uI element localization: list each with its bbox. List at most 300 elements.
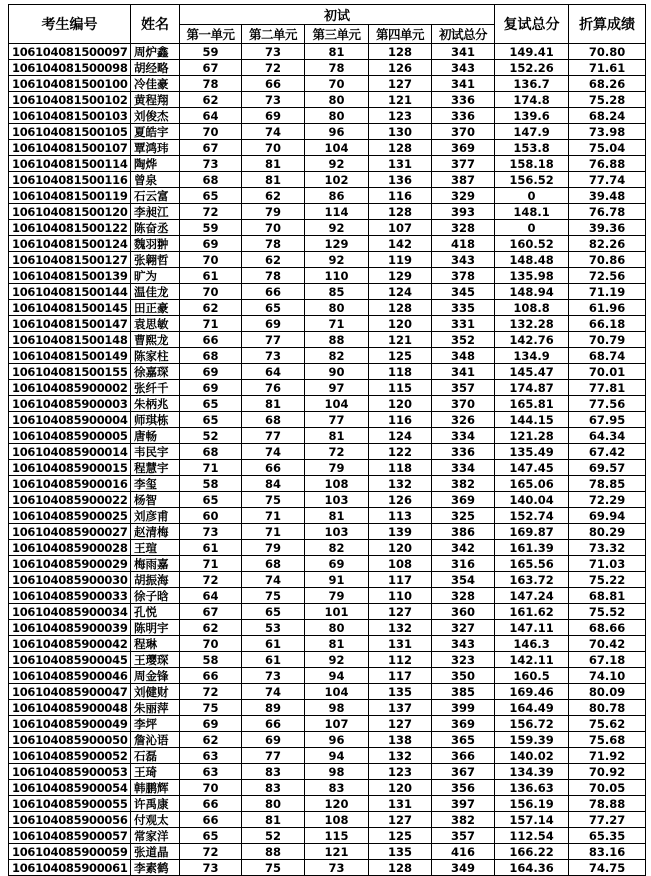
initial-total-cell: 327 — [432, 620, 495, 636]
unit1-cell: 69 — [180, 716, 242, 732]
initial-total-cell: 397 — [432, 796, 495, 812]
name-cell: 石磊 — [131, 748, 180, 764]
unit2-cell: 74 — [242, 444, 305, 460]
unit2-cell: 69 — [242, 108, 305, 124]
name-cell: 李坪 — [131, 716, 180, 732]
initial-total-cell: 350 — [432, 668, 495, 684]
exam-id-cell: 106104085900029 — [9, 556, 131, 572]
unit3-cell: 120 — [305, 796, 369, 812]
converted-score-cell: 65.35 — [569, 828, 646, 844]
table-row — [9, 108, 646, 124]
unit4-cell: 122 — [369, 444, 432, 460]
unit2-cell: 68 — [242, 412, 305, 428]
retest-total-cell: 140.02 — [495, 748, 569, 764]
converted-score-cell: 76.78 — [569, 204, 646, 220]
unit4-cell: 128 — [369, 860, 432, 876]
retest-total-cell: 134.9 — [495, 348, 569, 364]
unit2-cell: 75 — [242, 492, 305, 508]
exam-id-cell: 106104085900022 — [9, 492, 131, 508]
unit1-cell: 73 — [180, 860, 242, 876]
name-cell: 陶烨 — [131, 156, 180, 172]
unit1-cell: 71 — [180, 556, 242, 572]
unit3-cell: 73 — [305, 860, 369, 876]
unit4-cell: 136 — [369, 172, 432, 188]
unit3-cell: 88 — [305, 332, 369, 348]
unit1-cell: 63 — [180, 748, 242, 764]
name-cell: 陈家柱 — [131, 348, 180, 364]
exam-id-cell: 106104085900014 — [9, 444, 131, 460]
table-row — [9, 732, 646, 748]
unit2-cell: 77 — [242, 748, 305, 764]
unit3-cell: 107 — [305, 716, 369, 732]
converted-score-cell: 80.78 — [569, 700, 646, 716]
unit2-cell: 78 — [242, 236, 305, 252]
converted-score-cell: 83.16 — [569, 844, 646, 860]
retest-total-cell: 144.15 — [495, 412, 569, 428]
initial-total-cell: 334 — [432, 428, 495, 444]
exam-id-cell: 106104085900046 — [9, 668, 131, 684]
unit4-cell: 126 — [369, 492, 432, 508]
unit1-cell: 66 — [180, 332, 242, 348]
unit3-cell: 121 — [305, 844, 369, 860]
unit4-cell: 108 — [369, 556, 432, 572]
exam-id-cell: 106104085900049 — [9, 716, 131, 732]
exam-id-cell: 106104085900030 — [9, 572, 131, 588]
name-cell: 詹沁语 — [131, 732, 180, 748]
table-row — [9, 188, 646, 204]
unit4-cell: 117 — [369, 572, 432, 588]
converted-score-cell: 70.92 — [569, 764, 646, 780]
retest-total-cell: 160.52 — [495, 236, 569, 252]
unit4-cell: 120 — [369, 780, 432, 796]
unit1-cell: 69 — [180, 236, 242, 252]
unit3-cell: 102 — [305, 172, 369, 188]
initial-total-cell: 334 — [432, 460, 495, 476]
unit3-cell: 103 — [305, 492, 369, 508]
initial-total-cell: 385 — [432, 684, 495, 700]
unit2-cell: 65 — [242, 604, 305, 620]
unit3-cell: 115 — [305, 828, 369, 844]
unit4-cell: 113 — [369, 508, 432, 524]
unit1-cell: 52 — [180, 428, 242, 444]
unit3-cell: 81 — [305, 428, 369, 444]
unit4-cell: 127 — [369, 812, 432, 828]
table-row — [9, 380, 646, 396]
unit4-cell: 137 — [369, 700, 432, 716]
unit3-cell: 80 — [305, 620, 369, 636]
exam-id-cell: 106104085900033 — [9, 588, 131, 604]
retest-total-cell: 156.72 — [495, 716, 569, 732]
unit4-cell: 135 — [369, 684, 432, 700]
unit3-cell: 92 — [305, 252, 369, 268]
table-row — [9, 524, 646, 540]
exam-id-cell: 106104081500100 — [9, 76, 131, 92]
name-cell: 赵清梅 — [131, 524, 180, 540]
table-row — [9, 700, 646, 716]
unit3-cell: 77 — [305, 412, 369, 428]
unit1-cell: 62 — [180, 300, 242, 316]
table-row — [9, 236, 646, 252]
unit1-cell: 72 — [180, 844, 242, 860]
name-cell: 徐嘉琛 — [131, 364, 180, 380]
initial-total-cell: 336 — [432, 92, 495, 108]
converted-score-cell: 70.42 — [569, 636, 646, 652]
exam-id-cell: 106104081500098 — [9, 60, 131, 76]
unit2-cell: 81 — [242, 812, 305, 828]
unit4-cell: 107 — [369, 220, 432, 236]
unit3-cell: 94 — [305, 668, 369, 684]
unit2-cell: 68 — [242, 556, 305, 572]
table-row — [9, 668, 646, 684]
exam-id-cell: 106104085900059 — [9, 844, 131, 860]
name-cell: 张道晶 — [131, 844, 180, 860]
unit4-cell: 130 — [369, 124, 432, 140]
unit3-cell: 81 — [305, 508, 369, 524]
initial-total-cell: 341 — [432, 364, 495, 380]
unit2-cell: 73 — [242, 92, 305, 108]
table-row — [9, 444, 646, 460]
initial-total-cell: 377 — [432, 156, 495, 172]
table-row — [9, 300, 646, 316]
converted-score-cell: 71.03 — [569, 556, 646, 572]
retest-total-cell: 134.39 — [495, 764, 569, 780]
converted-score-cell: 71.19 — [569, 284, 646, 300]
exam-id-cell: 106104081500102 — [9, 92, 131, 108]
unit4-cell: 120 — [369, 316, 432, 332]
converted-score-cell: 68.66 — [569, 620, 646, 636]
unit4-cell: 124 — [369, 428, 432, 444]
retest-total-cell: 142.11 — [495, 652, 569, 668]
name-cell: 曾泉 — [131, 172, 180, 188]
converted-score-cell: 76.88 — [569, 156, 646, 172]
unit4-cell: 127 — [369, 76, 432, 92]
retest-total-cell: 152.74 — [495, 508, 569, 524]
header-initial-total: 初试总分 — [432, 25, 495, 44]
unit4-cell: 128 — [369, 44, 432, 60]
unit2-cell: 69 — [242, 316, 305, 332]
retest-total-cell: 152.26 — [495, 60, 569, 76]
retest-total-cell: 121.28 — [495, 428, 569, 444]
converted-score-cell: 69.94 — [569, 508, 646, 524]
table-body — [9, 44, 646, 876]
unit4-cell: 121 — [369, 92, 432, 108]
unit4-cell: 128 — [369, 140, 432, 156]
name-cell: 许禹康 — [131, 796, 180, 812]
unit4-cell: 124 — [369, 284, 432, 300]
unit4-cell: 116 — [369, 412, 432, 428]
retest-total-cell: 146.3 — [495, 636, 569, 652]
initial-total-cell: 328 — [432, 220, 495, 236]
initial-total-cell: 323 — [432, 652, 495, 668]
unit3-cell: 98 — [305, 764, 369, 780]
name-cell: 孔悦 — [131, 604, 180, 620]
initial-total-cell: 336 — [432, 108, 495, 124]
unit1-cell: 58 — [180, 476, 242, 492]
unit3-cell: 72 — [305, 444, 369, 460]
initial-total-cell: 378 — [432, 268, 495, 284]
header-unit-3: 第三单元 — [305, 25, 369, 44]
converted-score-cell: 70.79 — [569, 332, 646, 348]
exam-id-cell: 106104081500139 — [9, 268, 131, 284]
converted-score-cell: 67.42 — [569, 444, 646, 460]
initial-total-cell: 354 — [432, 572, 495, 588]
table-row — [9, 92, 646, 108]
name-cell: 覃鸿玮 — [131, 140, 180, 156]
exam-id-cell: 106104085900028 — [9, 540, 131, 556]
exam-id-cell: 106104081500107 — [9, 140, 131, 156]
unit4-cell: 128 — [369, 204, 432, 220]
unit3-cell: 108 — [305, 476, 369, 492]
initial-total-cell: 342 — [432, 540, 495, 556]
initial-total-cell: 418 — [432, 236, 495, 252]
table-row — [9, 156, 646, 172]
table-header — [9, 5, 646, 44]
unit4-cell: 126 — [369, 60, 432, 76]
exam-id-cell: 106104081500105 — [9, 124, 131, 140]
unit2-cell: 74 — [242, 572, 305, 588]
initial-total-cell: 366 — [432, 748, 495, 764]
unit3-cell: 79 — [305, 588, 369, 604]
unit3-cell: 80 — [305, 300, 369, 316]
name-cell: 杨智 — [131, 492, 180, 508]
unit3-cell: 91 — [305, 572, 369, 588]
unit2-cell: 62 — [242, 252, 305, 268]
unit3-cell: 90 — [305, 364, 369, 380]
header-unit-2: 第二单元 — [242, 25, 305, 44]
retest-total-cell: 0 — [495, 188, 569, 204]
unit2-cell: 61 — [242, 636, 305, 652]
table-row — [9, 44, 646, 60]
exam-id-cell: 106104085900048 — [9, 700, 131, 716]
retest-total-cell: 164.36 — [495, 860, 569, 876]
unit2-cell: 73 — [242, 44, 305, 60]
unit3-cell: 92 — [305, 652, 369, 668]
initial-total-cell: 370 — [432, 396, 495, 412]
retest-total-cell: 145.47 — [495, 364, 569, 380]
retest-total-cell: 108.8 — [495, 300, 569, 316]
unit1-cell: 66 — [180, 812, 242, 828]
name-cell: 周金锋 — [131, 668, 180, 684]
unit1-cell: 65 — [180, 492, 242, 508]
table-row — [9, 540, 646, 556]
exam-id-cell: 106104081500155 — [9, 364, 131, 380]
initial-total-cell: 343 — [432, 252, 495, 268]
retest-total-cell: 0 — [495, 220, 569, 236]
converted-score-cell: 73.32 — [569, 540, 646, 556]
retest-total-cell: 139.6 — [495, 108, 569, 124]
retest-total-cell: 149.41 — [495, 44, 569, 60]
unit2-cell: 73 — [242, 668, 305, 684]
name-cell: 周炉鑫 — [131, 44, 180, 60]
initial-total-cell: 341 — [432, 76, 495, 92]
initial-total-cell: 386 — [432, 524, 495, 540]
exam-id-cell: 106104081500144 — [9, 284, 131, 300]
exam-id-cell: 106104085900057 — [9, 828, 131, 844]
initial-total-cell: 343 — [432, 636, 495, 652]
table-row — [9, 812, 646, 828]
initial-total-cell: 369 — [432, 492, 495, 508]
unit3-cell: 82 — [305, 348, 369, 364]
header-unit-4: 第四单元 — [369, 25, 432, 44]
retest-total-cell: 156.52 — [495, 172, 569, 188]
converted-score-cell: 68.26 — [569, 76, 646, 92]
unit2-cell: 69 — [242, 732, 305, 748]
exam-id-cell: 106104085900039 — [9, 620, 131, 636]
converted-score-cell: 75.28 — [569, 92, 646, 108]
exam-id-cell: 106104085900055 — [9, 796, 131, 812]
converted-score-cell: 70.01 — [569, 364, 646, 380]
converted-score-cell: 70.86 — [569, 252, 646, 268]
name-cell: 韦民宇 — [131, 444, 180, 460]
retest-total-cell: 165.56 — [495, 556, 569, 572]
name-cell: 李素鹤 — [131, 860, 180, 876]
initial-total-cell: 352 — [432, 332, 495, 348]
unit4-cell: 123 — [369, 764, 432, 780]
name-cell: 石云富 — [131, 188, 180, 204]
unit1-cell: 67 — [180, 604, 242, 620]
unit1-cell: 60 — [180, 508, 242, 524]
converted-score-cell: 78.85 — [569, 476, 646, 492]
unit4-cell: 110 — [369, 588, 432, 604]
name-cell: 徐子晗 — [131, 588, 180, 604]
retest-total-cell: 147.45 — [495, 460, 569, 476]
converted-score-cell: 80.09 — [569, 684, 646, 700]
unit3-cell: 81 — [305, 44, 369, 60]
exam-id-cell: 106104085900005 — [9, 428, 131, 444]
retest-total-cell: 132.28 — [495, 316, 569, 332]
unit1-cell: 63 — [180, 764, 242, 780]
unit1-cell: 67 — [180, 140, 242, 156]
unit3-cell: 129 — [305, 236, 369, 252]
retest-total-cell: 174.8 — [495, 92, 569, 108]
table-row — [9, 172, 646, 188]
unit2-cell: 75 — [242, 588, 305, 604]
unit1-cell: 65 — [180, 412, 242, 428]
unit2-cell: 73 — [242, 348, 305, 364]
unit1-cell: 70 — [180, 252, 242, 268]
retest-total-cell: 165.81 — [495, 396, 569, 412]
exam-id-cell: 106104085900016 — [9, 476, 131, 492]
converted-score-cell: 66.18 — [569, 316, 646, 332]
exam-id-cell: 106104085900003 — [9, 396, 131, 412]
unit2-cell: 79 — [242, 540, 305, 556]
unit4-cell: 116 — [369, 188, 432, 204]
unit3-cell: 86 — [305, 188, 369, 204]
exam-id-cell: 106104085900034 — [9, 604, 131, 620]
retest-total-cell: 159.39 — [495, 732, 569, 748]
unit4-cell: 115 — [369, 380, 432, 396]
unit1-cell: 72 — [180, 572, 242, 588]
unit2-cell: 72 — [242, 60, 305, 76]
retest-total-cell: 166.22 — [495, 844, 569, 860]
exam-id-cell: 106104085900042 — [9, 636, 131, 652]
table-row — [9, 428, 646, 444]
converted-score-cell: 82.26 — [569, 236, 646, 252]
table-row — [9, 412, 646, 428]
unit1-cell: 73 — [180, 156, 242, 172]
unit1-cell: 71 — [180, 316, 242, 332]
unit1-cell: 64 — [180, 108, 242, 124]
initial-total-cell: 357 — [432, 828, 495, 844]
table-row — [9, 652, 646, 668]
retest-total-cell: 148.94 — [495, 284, 569, 300]
name-cell: 王璎琛 — [131, 652, 180, 668]
converted-score-cell: 75.04 — [569, 140, 646, 156]
retest-total-cell: 148.48 — [495, 252, 569, 268]
exam-id-cell: 106104081500148 — [9, 332, 131, 348]
retest-total-cell: 164.49 — [495, 700, 569, 716]
unit1-cell: 62 — [180, 92, 242, 108]
initial-total-cell: 341 — [432, 44, 495, 60]
unit2-cell: 81 — [242, 172, 305, 188]
exam-id-cell: 106104085900053 — [9, 764, 131, 780]
exam-id-cell: 106104085900047 — [9, 684, 131, 700]
unit4-cell: 120 — [369, 396, 432, 412]
name-cell: 刘健财 — [131, 684, 180, 700]
unit3-cell: 96 — [305, 732, 369, 748]
unit4-cell: 128 — [369, 300, 432, 316]
unit2-cell: 77 — [242, 332, 305, 348]
unit1-cell: 65 — [180, 396, 242, 412]
retest-total-cell: 158.18 — [495, 156, 569, 172]
table-row — [9, 780, 646, 796]
unit2-cell: 78 — [242, 268, 305, 284]
unit3-cell: 114 — [305, 204, 369, 220]
retest-total-cell: 147.9 — [495, 124, 569, 140]
unit2-cell: 83 — [242, 764, 305, 780]
converted-score-cell: 68.74 — [569, 348, 646, 364]
name-cell: 付观太 — [131, 812, 180, 828]
converted-score-cell: 77.74 — [569, 172, 646, 188]
retest-total-cell: 142.76 — [495, 332, 569, 348]
unit4-cell: 138 — [369, 732, 432, 748]
exam-id-cell: 106104081500145 — [9, 300, 131, 316]
exam-id-cell: 106104085900025 — [9, 508, 131, 524]
name-cell: 夏皓宇 — [131, 124, 180, 140]
unit3-cell: 101 — [305, 604, 369, 620]
converted-score-cell: 69.57 — [569, 460, 646, 476]
retest-total-cell: 165.06 — [495, 476, 569, 492]
unit2-cell: 74 — [242, 684, 305, 700]
name-cell: 李玺 — [131, 476, 180, 492]
unit1-cell: 70 — [180, 780, 242, 796]
converted-score-cell: 61.96 — [569, 300, 646, 316]
unit4-cell: 131 — [369, 796, 432, 812]
initial-total-cell: 369 — [432, 140, 495, 156]
retest-total-cell: 147.24 — [495, 588, 569, 604]
unit1-cell: 59 — [180, 44, 242, 60]
name-cell: 陈明宇 — [131, 620, 180, 636]
initial-total-cell: 325 — [432, 508, 495, 524]
unit2-cell: 75 — [242, 860, 305, 876]
exam-id-cell: 106104081500119 — [9, 188, 131, 204]
name-cell: 韩鹏辉 — [131, 780, 180, 796]
retest-total-cell: 140.04 — [495, 492, 569, 508]
name-cell: 梅雨嘉 — [131, 556, 180, 572]
unit3-cell: 92 — [305, 156, 369, 172]
converted-score-cell: 77.81 — [569, 380, 646, 396]
unit3-cell: 85 — [305, 284, 369, 300]
unit3-cell: 81 — [305, 636, 369, 652]
exam-id-cell: 106104085900052 — [9, 748, 131, 764]
converted-score-cell: 75.52 — [569, 604, 646, 620]
unit2-cell: 71 — [242, 524, 305, 540]
table-row — [9, 204, 646, 220]
retest-total-cell: 163.72 — [495, 572, 569, 588]
table-row — [9, 364, 646, 380]
table-row — [9, 284, 646, 300]
unit2-cell: 53 — [242, 620, 305, 636]
